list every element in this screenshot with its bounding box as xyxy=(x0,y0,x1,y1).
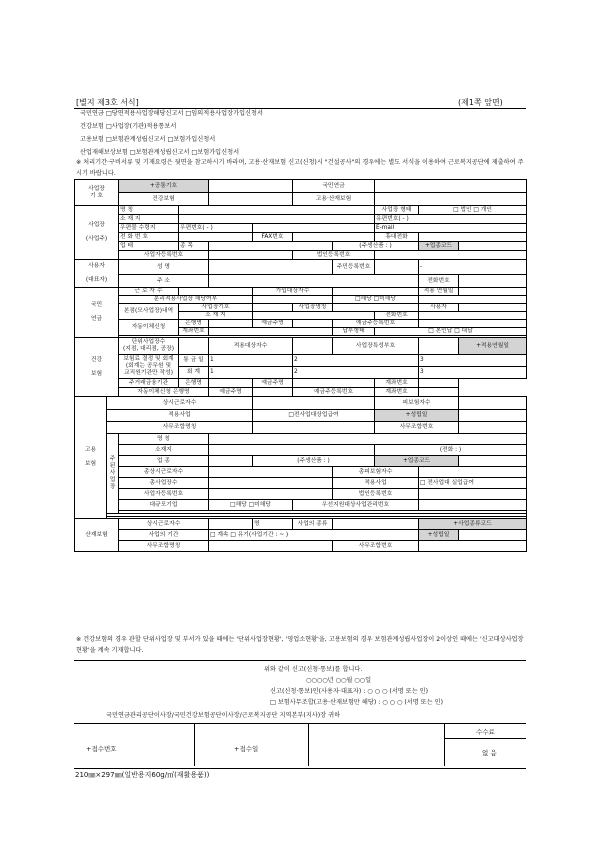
pension-bank-field[interactable] xyxy=(209,320,253,328)
health-autopay-holder-label: 예금주명 xyxy=(209,388,253,397)
mail-address-label: 우편물 수령지 xyxy=(119,224,179,233)
email-field[interactable]: E-mail xyxy=(375,224,527,233)
declaration-statement: 위와 같이 신고(신청·통보)를 합니다. xyxy=(264,666,363,673)
total-workplaces-label: 총사업장수 xyxy=(119,478,209,489)
separate-workplace-checkbox[interactable]: □해당 □미해당 xyxy=(333,296,419,304)
pension-holder-field[interactable] xyxy=(293,320,333,328)
declarant-signature-line: 신고(신청·통보)인(사용자·대표자) : ○ ○ ○ (서명 또는 인) xyxy=(270,688,429,695)
industrial-establish-field[interactable] xyxy=(459,530,527,541)
employer-name-label: 성 명 xyxy=(119,260,209,275)
health-autopay-id-label: 예금주등록번호 xyxy=(293,388,375,397)
pension-code-field[interactable] xyxy=(375,180,527,193)
name-label: 명 칭 xyxy=(119,206,179,215)
form-type-line: 고용보험 □보험관계성립신고서 □보험가입신청서 xyxy=(80,136,216,143)
employment-code-field[interactable] xyxy=(375,193,527,206)
employer-phone-label: 전화번호 xyxy=(419,275,459,288)
form-type-line: 건강보험 □사업장(기관)적용통보서 xyxy=(80,123,177,130)
principal-product-field[interactable]: (주생산품 : ) xyxy=(253,456,375,467)
pension-holder-id-field[interactable] xyxy=(419,320,527,328)
head-office-label: 본점(모사업장)내역 xyxy=(119,304,179,320)
association-signature-line: □ 보험사무조합(고용·산재보험만 해당) : ○ ○ ○ (서명 또는 인) xyxy=(270,699,443,706)
business-period-checkbox[interactable]: □ 계속 □ 유기(사업기간 : ~ ) xyxy=(209,530,419,541)
health-code-label: 건강보험 xyxy=(119,193,209,206)
closing-date-label: 통 금 일 xyxy=(179,355,209,367)
principal-applicable-label: 적용사업 xyxy=(333,478,419,489)
fax-label: FAX번호 xyxy=(253,233,293,242)
accounting-2[interactable]: 2 xyxy=(293,367,419,379)
head-office-name-field[interactable] xyxy=(333,304,419,312)
principal-workplace-label: 주 된 사 업 장 xyxy=(107,434,119,514)
form-type-line: 산업재해보상보험 □보험관계성립신고서 □보험가입신청서 xyxy=(80,149,240,156)
main-bank-label: 주거래금융기관 xyxy=(119,379,179,388)
health-enrollee-label: 적용대상자수 xyxy=(209,338,293,355)
office-assoc-name-label: 사무조합명칭 xyxy=(107,422,253,434)
apply-date-field[interactable] xyxy=(459,288,527,296)
employer-address-field[interactable] xyxy=(209,275,419,288)
receipt-number-label: +접수번호 xyxy=(86,745,117,753)
form-type-line: 국민연금 □당연적용사업장해당신고서 □임의적용사업장가입신청서 xyxy=(80,110,263,117)
main-product-field[interactable]: (주생산품 : ) xyxy=(333,242,419,251)
accounting-label: 회 계 xyxy=(179,367,209,379)
principal-name-field[interactable] xyxy=(209,434,527,445)
form-number: [별지 제3호 서식] xyxy=(76,98,139,107)
accounting-3[interactable]: 3 xyxy=(419,367,527,379)
main-bank-name-label: 은행명 xyxy=(179,379,209,388)
regular-worker-label: 상시근로자수 xyxy=(107,397,253,410)
health-apply-date-label: +적용연월일 xyxy=(459,338,527,355)
head-office-phone-field[interactable] xyxy=(419,312,527,320)
address-field[interactable] xyxy=(179,215,375,224)
main-bank-name-field[interactable] xyxy=(209,379,253,388)
common-code-field[interactable] xyxy=(209,180,293,193)
phone-label: 전 화 번 호 xyxy=(119,233,179,242)
head-office-address-label: 소 재 지 xyxy=(179,312,253,320)
pension-holder-id-label: 예금주등록번호 xyxy=(333,320,419,328)
premium-accounting-label: 보험료 결정 및 회계 (회계는 공무원 및 교직원기관만 작성) xyxy=(119,355,179,379)
business-kind-code-label: +사업종류코드 xyxy=(419,519,527,530)
employer-phone-field[interactable] xyxy=(459,275,527,288)
addressee-line: 국민연금관리공단이사장/국민건강보험공단이사장/근로복지공단 지역본부(지사)장 귀하 xyxy=(106,712,341,719)
head-office-code-field[interactable] xyxy=(253,304,293,312)
payment-type-label: 납부형태 xyxy=(333,328,375,336)
separate-workplace-blank xyxy=(253,296,333,304)
separate-workplace-label: 분리적용사업장 해당여부 xyxy=(119,296,253,304)
pension-account-field[interactable] xyxy=(209,328,333,336)
total-regular-field[interactable] xyxy=(209,467,333,478)
principal-industry-field[interactable] xyxy=(209,456,253,467)
bottom-note: ※ 건강보험의 경우 관할 단위사업장 및 부서가 있을 때에는 '단위사업장현황', '영업소현황'을, 고용보험의 경우 보험관계성립사업장이 2이상인 때에는 '신고대상사업장 현황'을 계속 기재합니다. xyxy=(76,636,524,654)
receipt-box xyxy=(74,723,526,769)
business-kind-label: 사업의 종류 xyxy=(293,519,333,530)
workplace-section-label: 사업장 (사업주) xyxy=(75,206,119,260)
phone-field[interactable] xyxy=(179,233,253,242)
principal-industry-code-field[interactable] xyxy=(459,456,527,467)
principal-applicable-checkbox[interactable]: □ 전사업대 실업급여 xyxy=(419,478,527,489)
pension-holder-label: 예금주명 xyxy=(253,320,293,328)
unit-workplace-label: 단위사업장수 (지점, 대리점, 공장) xyxy=(119,338,179,355)
head-office-phone-label: 전화번호 xyxy=(375,312,419,320)
separate-workplace-extra xyxy=(419,296,527,304)
employment-code-label: 고용·산재보험 xyxy=(293,193,375,206)
industrial-regular-label: 상시근로자수 xyxy=(119,519,209,530)
principal-business-reg-label: 사업자등록번호 xyxy=(119,489,209,500)
industry-code-field[interactable] xyxy=(459,242,527,251)
employer-name-field[interactable] xyxy=(209,260,333,275)
establish-date-field[interactable] xyxy=(459,410,527,422)
declaration-block xyxy=(74,660,526,723)
pension-bank-label: 은행명 xyxy=(179,320,209,328)
corp-reg-field[interactable] xyxy=(375,251,527,260)
business-type-label: 사업장 형태 xyxy=(375,206,419,215)
enrollee-count-field[interactable] xyxy=(333,288,419,296)
head-office-name-label: 사업장명칭 xyxy=(293,304,333,312)
total-insured-field[interactable] xyxy=(419,467,527,478)
priority-support-field[interactable] xyxy=(419,500,527,511)
principal-address-label: 소재지 xyxy=(119,445,209,456)
health-autopay-account-label: 계좌번호 xyxy=(375,388,419,397)
pension-account-label: 계좌번호 xyxy=(179,328,209,336)
total-regular-label: 총상시근로자수 xyxy=(119,467,209,478)
worker-count-label: 근 로 자 수 xyxy=(119,288,179,296)
total-workplaces-field[interactable] xyxy=(209,478,333,489)
large-enterprise-checkbox[interactable]: □해당 □미해당 xyxy=(209,500,293,511)
paper-size-note: 210㎜×297㎜(일반용지60g/㎡(재활용품)) xyxy=(75,771,210,779)
application-form-table xyxy=(74,179,527,552)
payment-type-checkbox[interactable]: □ 본인납 □ 대납 xyxy=(375,328,527,336)
fee-value: 없 음 xyxy=(482,749,497,757)
office-assoc-number-label: 사무조합번호 xyxy=(375,422,459,434)
insured-count-label: 피보험자수 xyxy=(375,397,459,410)
principal-name-label: 명 칭 xyxy=(119,434,209,445)
industrial-assoc-number-label: 사무조합번호 xyxy=(333,541,419,552)
pension-section-label: 국민 연금 xyxy=(75,288,119,338)
unit-workplace-field[interactable] xyxy=(179,338,209,355)
employer-address-label: 주 소 xyxy=(119,275,209,288)
resident-number-back-field[interactable]: - xyxy=(419,260,527,275)
industrial-assoc-name-field[interactable] xyxy=(209,541,333,552)
corp-reg-label: 법인등록번호 xyxy=(293,251,375,260)
priority-support-label: 우선지원대상사업관리번호 xyxy=(293,500,419,511)
industrial-section-label: 산재보험 xyxy=(75,519,119,552)
mail-address-field[interactable] xyxy=(253,224,375,233)
health-autopay-label: 자동이체신청 은행명 xyxy=(119,388,209,397)
business-type-checkbox[interactable]: □ 법인 □ 개인 xyxy=(419,206,527,215)
resident-number-front-field[interactable] xyxy=(375,260,419,275)
instruction-note: ※ 처리기간·구비서류 및 기재요령은 뒷면을 참고하시기 바라며, 고용·산재보험 신고(신청)시 "건설공사"의 경우에는 별도 서식을 이용하여 근로복지공단에 제출하여 주시기 바랍니다. xyxy=(76,159,524,177)
industrial-regular-unit: 명 xyxy=(253,519,293,530)
business-period-label: 사업의 기간 xyxy=(119,530,209,541)
business-reg-label: 사업자등록번호 xyxy=(119,251,209,260)
closing-date-1[interactable]: 1 xyxy=(209,355,293,367)
office-assoc-number-field[interactable] xyxy=(459,422,527,434)
principal-business-reg-field[interactable] xyxy=(209,489,333,500)
industrial-regular-field[interactable] xyxy=(209,519,253,530)
main-bank-holder-field[interactable] xyxy=(293,379,375,388)
applicable-business-label: 적용사업 xyxy=(107,410,253,422)
health-section-label: 건강 보험 xyxy=(75,338,119,397)
business-category-label: 업 태 xyxy=(119,242,179,251)
main-bank-holder-label: 예금주명 xyxy=(253,379,293,388)
closing-date-3[interactable]: 3 xyxy=(419,355,527,367)
employment-section-label: 고용 보험 xyxy=(75,397,107,519)
establish-date-label: +성립일 xyxy=(375,410,459,422)
principal-phone-field[interactable]: (전화 : ) xyxy=(375,445,527,456)
name-field[interactable] xyxy=(179,206,375,215)
mail-postal-field[interactable]: 우편번호( - ) xyxy=(179,224,253,233)
industrial-establish-label: +성립일 xyxy=(419,530,459,541)
fee-label: 수수료 xyxy=(476,728,495,736)
principal-industry-code-label: +업종코드 xyxy=(375,456,459,467)
receipt-date-label: +접수일 xyxy=(234,745,259,753)
business-code-section-label: 사업장 기 호 xyxy=(75,180,119,206)
main-bank-account-field[interactable] xyxy=(419,379,459,388)
postal-code-field[interactable]: 유편번호( - ) xyxy=(375,215,527,224)
industry-code-label: +업종코드 xyxy=(419,242,459,251)
health-autopay-account-field[interactable] xyxy=(419,388,459,397)
principal-corp-reg-field[interactable] xyxy=(419,489,527,500)
page-indicator: (제1쪽 앞면) xyxy=(458,98,503,107)
enrollee-count-label: 가입대상자수 xyxy=(253,288,333,296)
workplace-feature-label: 사업장특성부호 xyxy=(333,338,419,355)
business-kind-field[interactable] xyxy=(333,519,419,530)
business-reg-field[interactable] xyxy=(209,251,293,260)
business-item-label: 종 목 xyxy=(179,242,209,251)
large-enterprise-label: 대규모기업 xyxy=(119,500,209,511)
head-office-code-label: 사업장기호 xyxy=(179,304,253,312)
declaration-date: ○○○○년 ○○월 ○○일 xyxy=(306,677,372,684)
head-office-address-field[interactable] xyxy=(253,312,375,320)
fax-field[interactable] xyxy=(293,233,375,242)
pension-autopay-label: 자동이체신청 xyxy=(119,320,179,336)
form-type-list xyxy=(80,107,263,159)
industrial-assoc-name-label: 사무조합명칭 xyxy=(119,541,209,552)
common-code-label: +공통기호 xyxy=(119,180,209,193)
worker-count-field[interactable] xyxy=(179,288,253,296)
employer-section-label: 사용자 (대표자) xyxy=(75,260,119,288)
head-office-user-label: 사용자 xyxy=(419,304,459,312)
mobile-field[interactable] xyxy=(419,233,527,242)
regular-worker-field[interactable] xyxy=(253,397,375,410)
total-insured-label: 총피보험자수 xyxy=(333,467,419,478)
health-enrollee-field[interactable] xyxy=(293,338,333,355)
pension-code-label: 국민연금 xyxy=(293,180,375,193)
head-office-user-field[interactable] xyxy=(459,304,527,312)
workplace-feature-field[interactable] xyxy=(419,338,459,355)
apply-date-label: 적용 연월일 xyxy=(419,288,459,296)
principal-corp-reg-label: 법인등록번호 xyxy=(333,489,419,500)
industrial-assoc-number-field[interactable] xyxy=(419,541,527,552)
resident-number-label: 주민등록번호 xyxy=(333,260,375,275)
closing-date-2[interactable]: 2 xyxy=(293,355,419,367)
applicable-business-checkbox[interactable]: □전사업대상업급여 xyxy=(253,410,375,422)
principal-address-field[interactable] xyxy=(209,445,375,456)
business-item-field[interactable] xyxy=(209,242,333,251)
address-label: 소 재 지 xyxy=(119,215,179,224)
main-bank-account-label: 계좌번호 xyxy=(375,379,419,388)
health-code-field[interactable] xyxy=(209,193,293,206)
office-assoc-name-field[interactable] xyxy=(253,422,375,434)
insured-count-field[interactable] xyxy=(459,397,527,410)
fee-divider xyxy=(444,738,526,739)
health-autopay-holder-field[interactable] xyxy=(253,388,293,397)
mobile-label: 휴대전화 xyxy=(375,233,419,242)
accounting-1[interactable]: 1 xyxy=(209,367,293,379)
principal-industry-label: 업 종 xyxy=(119,456,209,467)
